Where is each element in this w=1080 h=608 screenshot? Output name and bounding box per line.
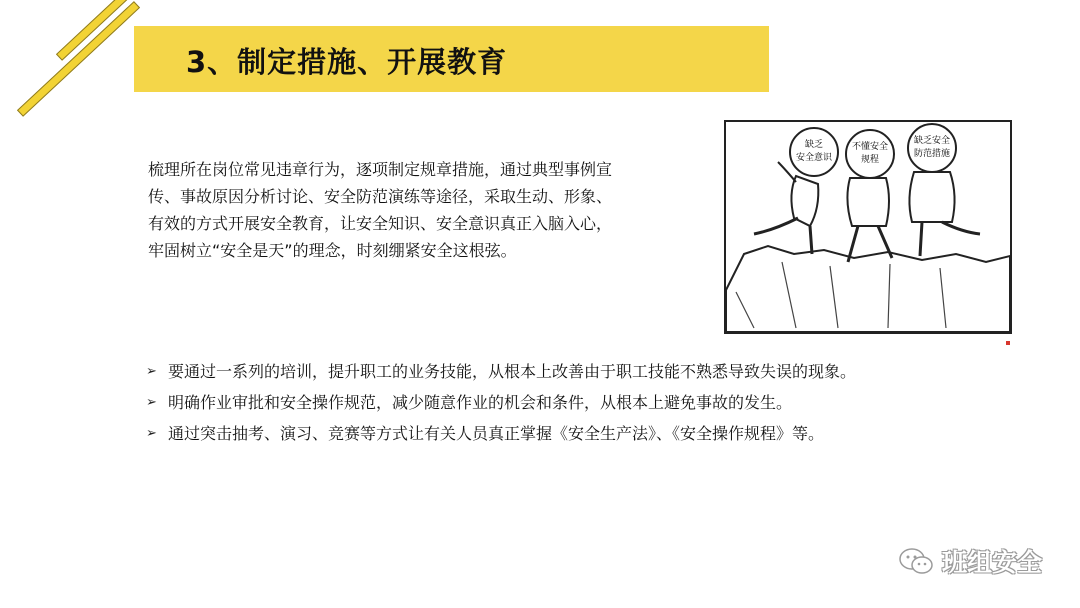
arrow-bullet-icon: ➢: [146, 364, 157, 379]
bullet-text: 通过突击抽考、演习、竞赛等方式让有关人员真正掌握《安全生产法》、《安全操作规程》等。: [168, 424, 825, 443]
head-label: 缺乏安全: [913, 136, 951, 146]
red-marker: [1006, 341, 1010, 345]
safety-cartoon: [724, 120, 1012, 334]
intro-line: 梳理所在岗位常见违章行为，逐项制定规章措施，通过典型事例宣: [148, 160, 613, 179]
figure-body: [909, 172, 954, 222]
decorative-stripe: [17, 1, 140, 117]
figure-head: [846, 130, 894, 178]
figure-legs: [920, 222, 980, 256]
head-label: 防范措施: [913, 149, 951, 159]
intro-line: 传、事故原因分析讨论、安全防范演练等途径，采取生动、形象、: [148, 187, 613, 206]
cartoon-figure-1: [754, 128, 838, 254]
arrow-bullet-icon: ➢: [146, 395, 157, 410]
figure-body: [847, 178, 889, 226]
intro-paragraph: [148, 156, 696, 264]
figure-head: [790, 128, 838, 176]
head-label: 不懂安全: [851, 142, 889, 152]
arrow-bullet-icon: ➢: [146, 426, 157, 441]
figure-head: [908, 124, 956, 172]
list-item: [146, 387, 976, 418]
head-label: 规程: [860, 155, 880, 165]
bullet-list: [146, 356, 976, 449]
list-item: [146, 356, 976, 387]
bullet-text: 明确作业审批和安全操作规范，减少随意作业的机会和条件，从根本上避免事故的发生。: [168, 393, 793, 412]
cartoon-drawing: [726, 122, 1010, 332]
watermark-text: 班组安全: [942, 548, 1043, 577]
title-bar: [134, 26, 769, 92]
cartoon-figure-2: [846, 130, 894, 262]
cliff-outline: [726, 246, 1010, 332]
head-label: 缺乏: [804, 140, 824, 150]
intro-line: 有效的方式开展安全教育，让安全知识、安全意识真正入脑入心，: [148, 214, 613, 233]
list-item: [146, 418, 976, 449]
watermark: [898, 543, 1042, 579]
bullet-text: 要通过一系列的培训，提升职工的业务技能，从根本上改善由于职工技能不熟悉导致失误的现象。: [168, 362, 857, 381]
page-title: 3、制定措施、开展教育: [186, 45, 508, 79]
cartoon-figure-3: [908, 124, 980, 256]
head-label: 安全意识: [795, 153, 833, 163]
intro-line: 牢固树立“安全是天”的理念，时刻绷紧安全这根弦。: [148, 241, 517, 260]
wechat-icon: [898, 546, 934, 576]
